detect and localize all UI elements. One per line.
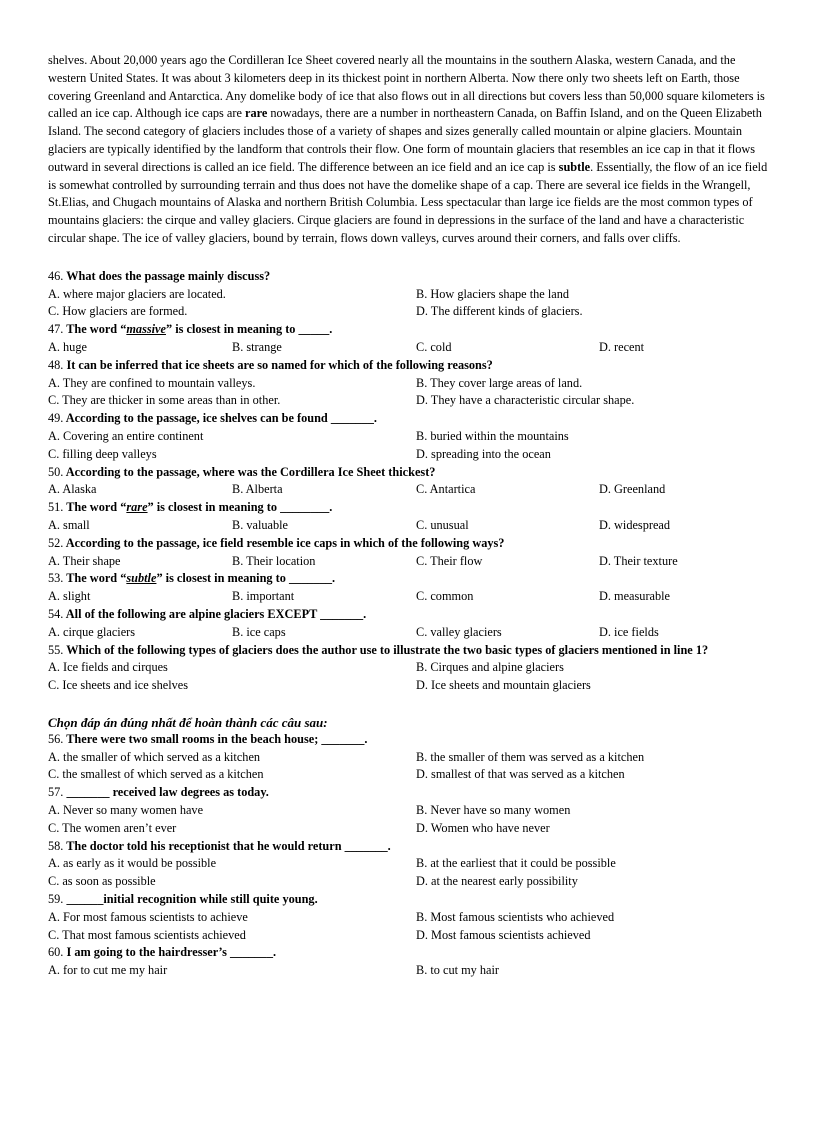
option-59a[interactable]: A. For most famous scientists to achieve: [48, 909, 248, 924]
question-56: 56. There were two small rooms in the beach house; _______.: [48, 731, 368, 746]
question-53: 53. The word “subtle” is closest in meaning to _______.: [48, 571, 336, 586]
option-58a[interactable]: A. as early as it would be possible: [48, 856, 217, 871]
questions-reading: [48, 268, 773, 695]
option-50a[interactable]: A. Alaska: [48, 482, 97, 497]
option-57b[interactable]: B. Never have so many women: [416, 803, 571, 818]
question-49: 49. According to the passage, ice shelves can be found _______.: [48, 411, 377, 426]
option-60b[interactable]: B. to cut my hair: [416, 963, 499, 978]
option-46d[interactable]: D. The different kinds of glaciers.: [416, 304, 583, 319]
option-57a[interactable]: A. Never so many women have: [48, 803, 204, 818]
option-58c[interactable]: C. as soon as possible: [48, 874, 156, 889]
option-51d[interactable]: D. widespread: [599, 517, 671, 532]
option-54b[interactable]: B. ice caps: [232, 624, 286, 639]
option-57d[interactable]: D. Women who have never: [416, 820, 550, 835]
option-59b[interactable]: B. Most famous scientists who achieved: [416, 909, 615, 924]
option-54d[interactable]: D. ice fields: [599, 624, 659, 639]
question-48: 48. It can be inferred that ice sheets are so named for which of the following reasons?: [48, 357, 493, 372]
section-heading: Chọn đáp án đúng nhất để hoàn thành các câu sau:: [48, 714, 328, 730]
option-56d[interactable]: D. smallest of that was served as a kitchen: [416, 767, 625, 782]
option-53b[interactable]: B. important: [232, 589, 295, 604]
option-53c[interactable]: C. common: [416, 589, 474, 604]
option-47a[interactable]: A. huge: [48, 339, 87, 354]
option-49c[interactable]: C. filling deep valleys: [48, 446, 157, 461]
question-50: 50. According to the passage, where was the Cordillera Ice Sheet thickest?: [48, 464, 436, 479]
option-48a[interactable]: A. They are confined to mountain valleys.: [48, 375, 256, 390]
question-52: 52. According to the passage, ice field resemble ice caps in which of the following ways?: [48, 535, 505, 550]
question-51: 51. The word “rare” is closest in meaning to ________.: [48, 500, 333, 515]
option-48d[interactable]: D. They have a characteristic circular shape.: [416, 393, 635, 408]
option-53d[interactable]: D. measurable: [599, 589, 671, 604]
keyword-rare: rare: [245, 106, 268, 121]
question-59: 59. ______initial recognition while still quite young.: [48, 892, 318, 907]
option-55b[interactable]: B. Cirques and alpine glaciers: [416, 660, 564, 675]
question-54: 54. All of the following are alpine glaciers EXCEPT _______.: [48, 606, 367, 621]
option-57c[interactable]: C. The women aren’t ever: [48, 820, 177, 835]
option-52d[interactable]: D. Their texture: [599, 553, 678, 568]
option-56b[interactable]: B. the smaller of them was served as a kitchen: [416, 749, 645, 764]
keyword-subtle: subtle: [558, 159, 591, 174]
option-54c[interactable]: C. valley glaciers: [416, 624, 502, 639]
question-47: 47. The word “massive” is closest in meaning to _____.: [48, 322, 333, 337]
option-55d[interactable]: D. Ice sheets and mountain glaciers: [416, 678, 591, 693]
option-55a[interactable]: A. Ice fields and cirques: [48, 660, 168, 675]
option-47b[interactable]: B. strange: [232, 339, 282, 354]
option-49b[interactable]: B. buried within the mountains: [416, 428, 569, 443]
option-47d[interactable]: D. recent: [599, 339, 645, 354]
option-49a[interactable]: A. Covering an entire continent: [48, 428, 204, 443]
option-47c[interactable]: C. cold: [416, 339, 452, 354]
option-51a[interactable]: A. small: [48, 517, 90, 532]
option-48c[interactable]: C. They are thicker in some areas than in other.: [48, 393, 281, 408]
question-58: 58. The doctor told his receptionist that he would return _______.: [48, 838, 391, 853]
option-52b[interactable]: B. Their location: [232, 553, 316, 568]
option-55c[interactable]: C. Ice sheets and ice shelves: [48, 678, 188, 693]
option-50b[interactable]: B. Alberta: [232, 482, 283, 497]
question-55: 55. Which of the following types of glaciers does the author use to illustrate the two basic types of glaciers mentioned in line 1?: [48, 642, 709, 657]
option-60a[interactable]: A. for to cut me my hair: [48, 963, 168, 978]
option-59d[interactable]: D. Most famous scientists achieved: [416, 927, 591, 942]
option-53a[interactable]: A. slight: [48, 589, 91, 604]
option-50c[interactable]: C. Antartica: [416, 482, 476, 497]
questions-grammar: [48, 731, 773, 980]
option-52a[interactable]: A. Their shape: [48, 553, 121, 568]
option-51c[interactable]: C. unusual: [416, 517, 469, 532]
option-58d[interactable]: D. at the nearest early possibility: [416, 874, 578, 889]
option-48b[interactable]: B. They cover large areas of land.: [416, 375, 583, 390]
question-60: 60. I am going to the hairdresser’s _______.: [48, 945, 277, 960]
option-49d[interactable]: D. spreading into the ocean: [416, 446, 551, 461]
option-56c[interactable]: C. the smallest of which served as a kitchen: [48, 767, 264, 782]
reading-passage: shelves. About 20,000 years ago the Cordilleran Ice Sheet covered nearly all the mountains in the southern Alaska, western Canada, and the western United States. It was about 3 kilometers deep in its thickest point in northern Alberta. Now there only two sheets left on Earth, those covering Greenland and Antarctica. Any domelike body of ice that also flows out in all directions but covers less than 50,000 square kilometers is called an ice cap. Although ice caps are rare nowadays, there are a number in northeastern Canada, on Baffin Island, and on the Queen Elizabeth Island. The second category of glaciers includes those of a variety of shapes and sizes generally called mountain or alpine glaciers. Mountain glaciers are typically identified by the landform that controls their flow. One form of mountain glaciers that resembles an ice cap in that it flows outward in several directions is called an ice field. The difference between an ice field and an ice cap is subtle. Essentially, the flow of an ice field is somewhat controlled by surrounding terrain and thus does not have the domelike shape of a cap. There are several ice fields in the Wrangell, St.Elias, and Chugach mountains of Alaska and northern British Columbia. Less spectacular than large ice fields are the most common types of mountains glaciers: the cirque and valley glaciers. Cirque glaciers are found in depressions in the surface of the land and have a characteristic circular shape. The ice of valley glaciers, bound by terrain, flows down valleys, curves around their corners, and falls over cliffs.: [48, 53, 768, 245]
option-54a[interactable]: A. cirque glaciers: [48, 624, 136, 639]
option-46a[interactable]: A. where major glaciers are located.: [48, 286, 226, 301]
option-46c[interactable]: C. How glaciers are formed.: [48, 304, 188, 319]
option-58b[interactable]: B. at the earliest that it could be possible: [416, 856, 616, 871]
document-page: [48, 52, 773, 980]
option-51b[interactable]: B. valuable: [232, 517, 289, 532]
question-46: 46. What does the passage mainly discuss?: [48, 268, 271, 283]
option-56a[interactable]: A. the smaller of which served as a kitchen: [48, 749, 261, 764]
question-57: 57. _______ received law degrees as today.: [48, 785, 269, 800]
option-52c[interactable]: C. Their flow: [416, 553, 483, 568]
option-46b[interactable]: B. How glaciers shape the land: [416, 286, 569, 301]
option-59c[interactable]: C. That most famous scientists achieved: [48, 927, 246, 942]
option-50d[interactable]: D. Greenland: [599, 482, 666, 497]
